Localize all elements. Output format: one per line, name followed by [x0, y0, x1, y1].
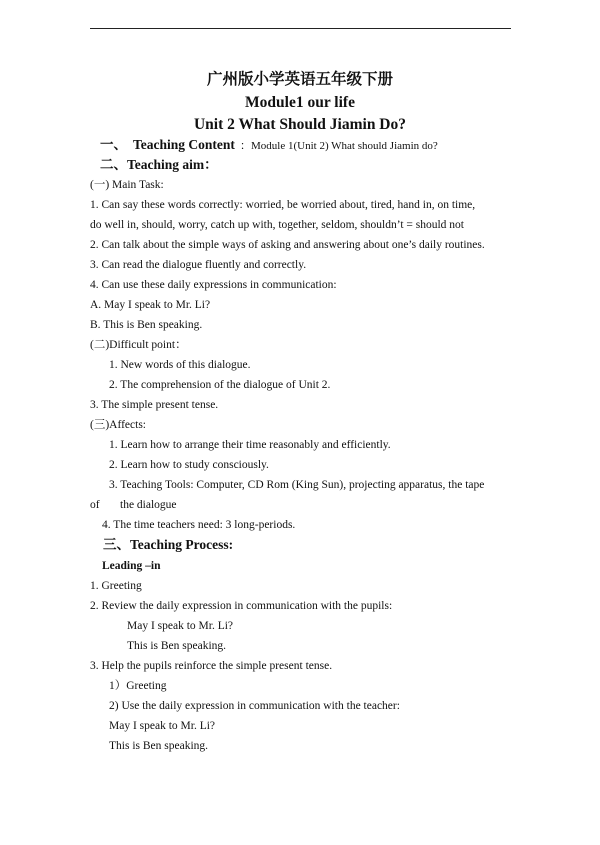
aim-item-3: 3. Can read the dialogue fluently and correctly. [90, 259, 307, 271]
process-item-3-2-b: This is Ben speaking. [109, 740, 209, 752]
process-item-3-2-a: May I speak to Mr. Li? [109, 720, 216, 732]
unit-title: Unit 2 What Should Jiamin Do? [193, 116, 407, 133]
process-item-2: 2. Review the daily expression in communication with the pupils: [90, 600, 393, 612]
affects-item-1: 1. Learn how to arrange their time reasonably and efficiently. [109, 439, 391, 451]
difficult-item-3: 3. The simple present tense. [90, 399, 219, 411]
section-process-title: 三、Teaching Process: [103, 537, 234, 552]
section-content-marker: 一、 [100, 137, 127, 152]
process-item-2-a: May I speak to Mr. Li? [127, 620, 234, 632]
main-task-heading: (一) Main Task: [90, 179, 164, 191]
aim-item-2: 2. Can talk about the simple ways of asking and answering about one’s daily routines. [90, 239, 485, 251]
doc-title-cn: 广州版小学英语五年级下册 [206, 71, 393, 88]
aim-item-1-line-1: 1. Can say these words correctly: worried, be worried about, tired, hand in, on time, [90, 199, 476, 211]
affects-item-2: 2. Learn how to study consciously. [109, 459, 269, 471]
process-item-3-2: 2) Use the daily expression in communication with the teacher: [109, 700, 400, 712]
affects-item-3-line-1: 3. Teaching Tools: Computer, CD Rom (King Sun), projecting apparatus, the tape [109, 479, 485, 491]
section-content-title: Teaching Content [133, 137, 235, 152]
affects-item-3-of: of [90, 499, 100, 511]
section-content-text: ：Module 1(Unit 2) What should Jiamin do? [240, 140, 438, 152]
difficult-item-2: 2. The comprehension of the dialogue of Unit 2. [109, 379, 331, 391]
leading-in-heading: Leading –in [102, 560, 161, 572]
header-rule [90, 28, 511, 29]
aim-item-4-b: B. This is Ben speaking. [90, 319, 203, 331]
section-aim-title: 二、Teaching aim： [100, 157, 218, 172]
affects-item-3-line-2: the dialogue [120, 499, 177, 511]
module-title: Module1 our life [245, 94, 355, 111]
process-item-3-1: 1）Greeting [109, 680, 167, 692]
process-item-2-b: This is Ben speaking. [127, 640, 227, 652]
difficult-item-1: 1. New words of this dialogue. [109, 359, 251, 371]
difficult-heading: (二)Difficult point： [90, 339, 187, 351]
affects-heading: (三)Affects: [90, 419, 146, 431]
process-item-1: 1. Greeting [90, 580, 142, 592]
aim-item-4: 4. Can use these daily expressions in communication: [90, 279, 337, 291]
process-item-3: 3. Help the pupils reinforce the simple present tense. [90, 660, 333, 672]
affects-item-4: 4. The time teachers need: 3 long-periods. [102, 519, 296, 531]
aim-item-1-line-2: do well in, should, worry, catch up with, together, seldom, shouldn’t = should not [90, 219, 464, 231]
aim-item-4-a: A. May I speak to Mr. Li? [90, 299, 211, 311]
